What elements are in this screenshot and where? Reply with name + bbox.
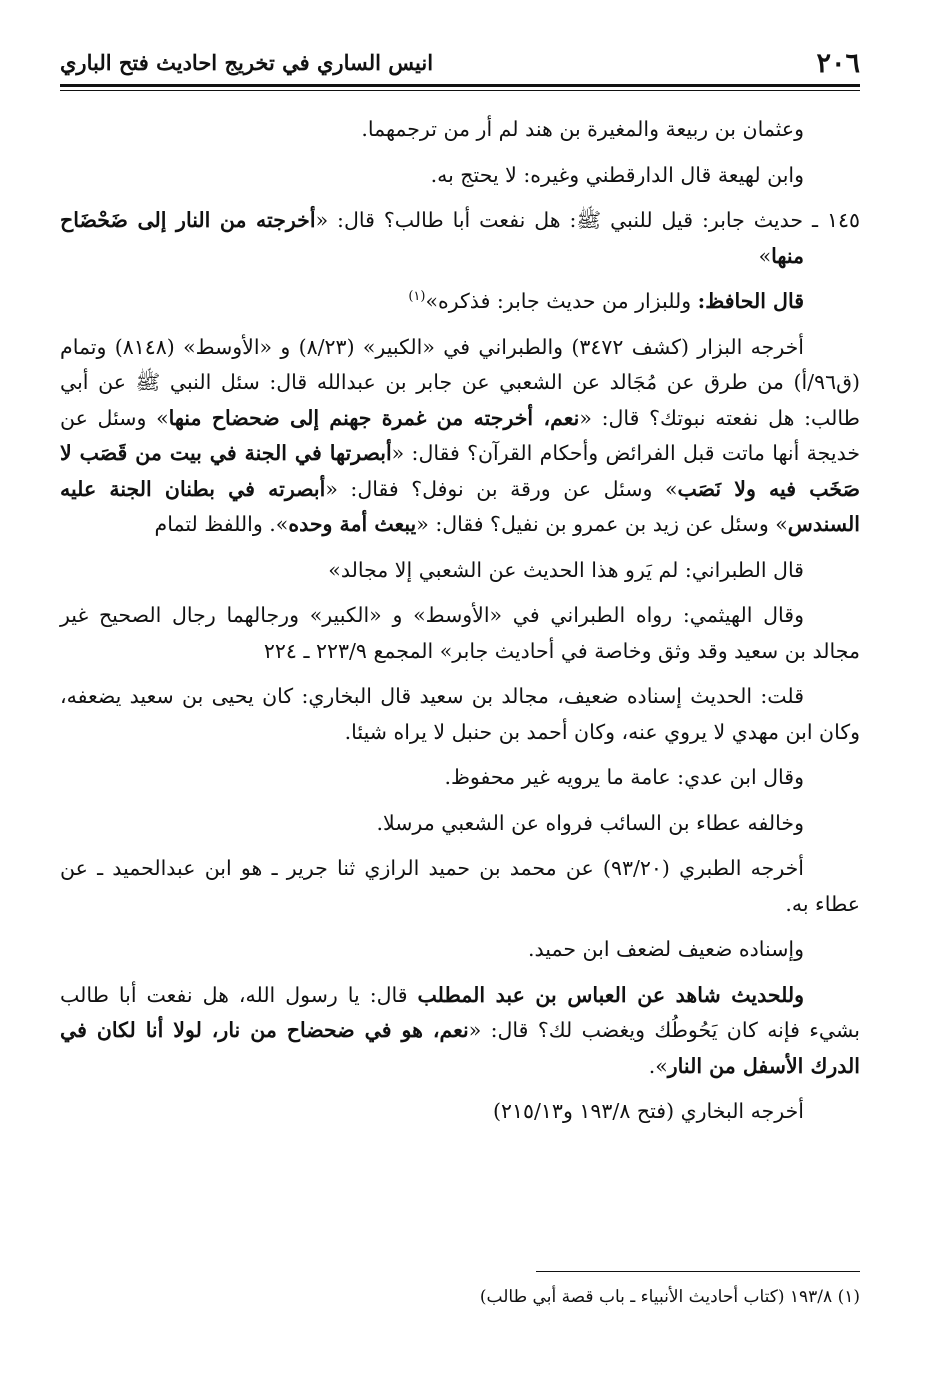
hadith-quote: أخرجته من النار إلى ضَحْضَاح منها <box>60 208 804 268</box>
running-title: انيس الساري في تخريج احاديث فتح الباري <box>60 50 434 75</box>
main-text <box>60 112 860 1140</box>
header-rule-thin <box>60 90 860 91</box>
page-number: ٢٠٦ <box>816 48 860 79</box>
quote-segment: يبعث أمة وحده <box>288 512 417 536</box>
hafiz-text: وللبزار من حديث جابر: فذكره» <box>425 289 698 313</box>
text-segment: » وسئل عن ورقة بن نوفل؟ فقال: « <box>325 476 678 501</box>
paragraph-text: وابن لهيعة قال الدارقطني وغيره: لا يحتج به. <box>430 162 804 187</box>
paragraph <box>60 158 860 194</box>
paragraph-text: وخالفه عطاء بن السائب فرواه عن الشعبي مرسلا. <box>376 810 804 835</box>
text-segment: ». واللفظ لتمام <box>154 512 289 536</box>
paragraph <box>60 806 860 842</box>
quote-segment: أبصرتها في الجنة في بيت من قَصَب لا صَخَب فيه ولا نَصَب <box>60 441 860 501</box>
paragraph <box>60 1094 860 1130</box>
paragraph <box>60 760 860 796</box>
hadith-text: حديث جابر: قيل للنبي ﷺ: هل نفعت أبا طالب؟ قال: « <box>315 208 804 232</box>
paragraph-text: أخرجه البخاري (فتح ١٩٣/٨ و٢١٥/١٣) <box>492 1099 804 1123</box>
text-segment: قال: يا رسول الله، هل نفعت أبا طالب بشيء فإنه كان يَحُوطُك ويغضب لك؟ قال: « <box>60 982 860 1042</box>
paragraph <box>60 851 860 922</box>
paragraph-text: وإسناده ضعيف لضعف ابن حميد. <box>528 937 804 961</box>
shahid-paragraph <box>60 978 860 1085</box>
paragraph <box>60 932 860 968</box>
paragraph <box>60 112 860 148</box>
paragraph-text: وقال ابن عدي: عامة ما يرويه غير محفوظ. <box>444 765 804 789</box>
text-segment: » وسئل عن خديجة أنها ماتت قبل الفرائض وأحكام القرآن؟ فقال: « <box>60 405 861 465</box>
paragraph <box>60 553 860 589</box>
paragraph-text: قلت: الحديث إسناده ضعيف، مجالد بن سعيد قال البخاري: كان يحيى بن سعيد يضعفه، وكان ابن مهدي لا يروي عنه، وكان أحمد بن حنبل لا يراه شيئا. <box>60 684 860 744</box>
page-header <box>60 40 860 80</box>
quote-segment: نعم، أخرجته من غمرة جهنم إلى ضحضاح منها <box>168 405 580 430</box>
footnote-text: (١) ١٩٣/٨ (كتاب أحاديث الأنبياء ـ باب قصة أبي طالب) <box>479 1287 860 1307</box>
quote-close: » <box>758 243 772 268</box>
hadith-entry <box>60 203 860 274</box>
shahid-label: وللحديث شاهد عن العباس بن عبد المطلب <box>417 982 805 1007</box>
header-rule-thick <box>60 84 860 87</box>
hafiz-label: قال الحافظ: <box>697 289 804 313</box>
footnote-separator <box>536 1271 860 1272</box>
paragraph-text: أخرجه الطبري (٩٣/٢٠) عن محمد بن حميد الرازي ثنا جرير ـ هو ابن عبدالحميد ـ عن عطاء به. <box>60 856 860 916</box>
paragraph-text: قال الطبراني: لم يَرو هذا الحديث عن الشعبي إلا مجالد» <box>328 557 804 582</box>
footnote-ref: (١) <box>408 289 426 305</box>
footnote <box>60 1284 860 1310</box>
hafiz-statement <box>60 284 860 320</box>
text-segment: » وسئل عن زيد بن عمرو بن نفيل؟ فقال: « <box>416 512 788 536</box>
quote-close: ». <box>648 1053 668 1078</box>
takhrij-paragraph <box>60 330 860 543</box>
text-segment: أخرجه البزار (كشف ٣٤٧٢) والطبراني في «الكبير» (٨/٢٣) و «الأوسط» (٨١٤٨) وتمام (ق٩٦/أ) من طرق عن مُجَالد عن الشعبي عن جابر بن عبدالله قال: سئل النبي ﷺ عن أبي طالب: هل نفعته نبوتك؟ قال: « <box>60 334 860 430</box>
quote-segment: أبصرته في بطنان الجنة عليه السندس <box>60 476 860 536</box>
paragraph <box>60 679 860 750</box>
paragraph <box>60 598 860 669</box>
paragraph-text: وقال الهيثمي: رواه الطبراني في «الأوسط» و «الكبير» ورجالهما رجال الصحيح غير مجالد بن سعيد وقد وثق وخاصة في أحاديث جابر» المجمع ٢٢٣/٩ ـ ٢٢٤ <box>60 603 860 663</box>
hadith-number: ١٤٥ ـ <box>812 208 860 232</box>
paragraph-text: وعثمان بن ربيعة والمغيرة بن هند لم أر من ترجمهما. <box>361 117 804 141</box>
quote-segment: نعم، هو في ضحضاح من نار، لولا أنا لكان في الدرك الأسفل من النار <box>60 1018 860 1078</box>
